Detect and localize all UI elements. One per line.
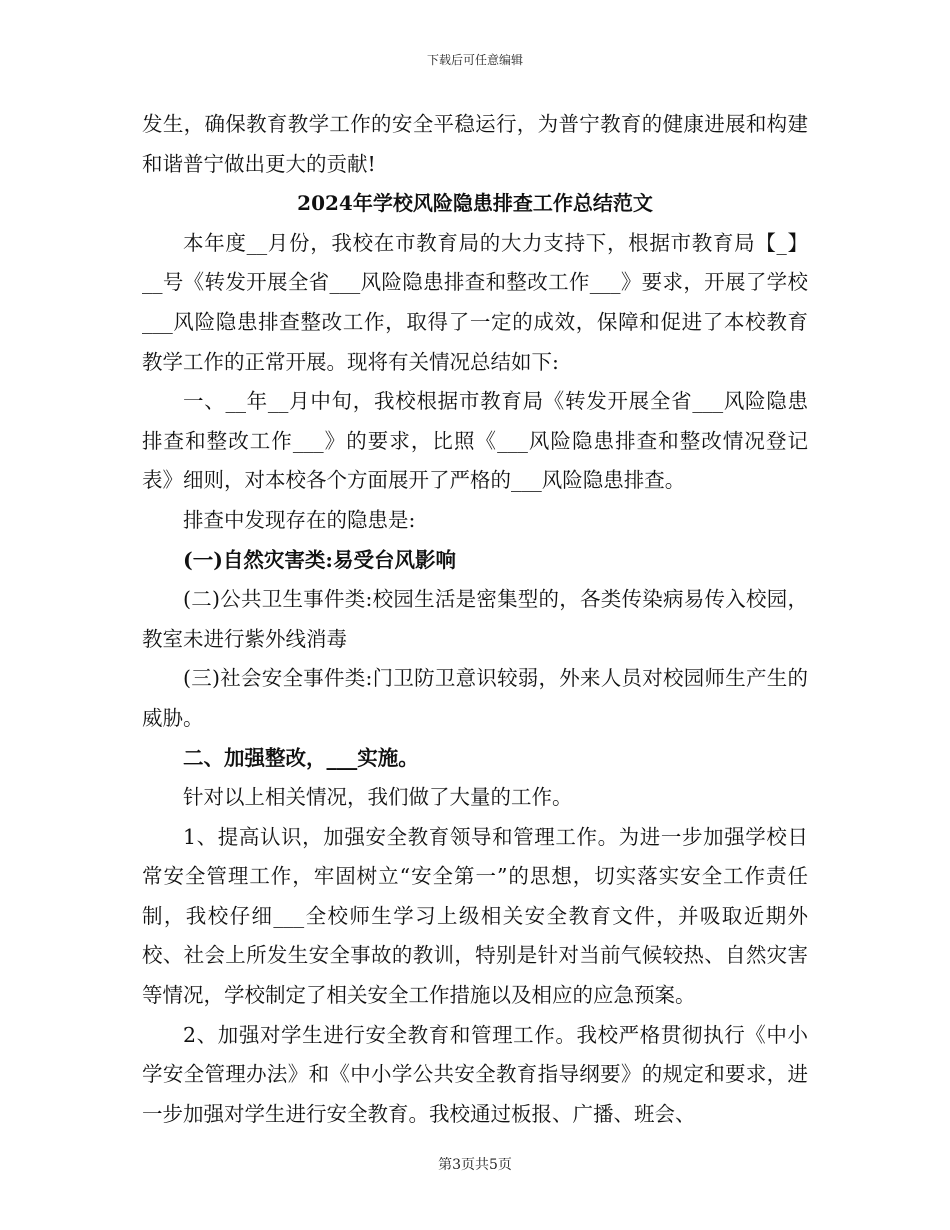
document-body bbox=[142, 105, 808, 1134]
paragraph-10: 2、加强对学生进行安全教育和管理工作。我校严格贯彻执行《中小学安全管理办法》和《中小学公共安全教育指导纲要》的规定和要求，进一步加强对学生进行安全教育。我校通过板报、广播、班会、 bbox=[142, 1022, 808, 1126]
paragraph-8: 针对以上相关情况，我们做了大量的工作。 bbox=[183, 785, 573, 810]
paragraph-5: (二)公共卫生事件类:校园生活是密集型的，各类传染病易传入校园，教室未进行紫外线消毒 bbox=[142, 587, 808, 651]
page-footer: 第3页共5页 bbox=[438, 1157, 512, 1173]
paragraph-1: 本年度__月份，我校在市教育局的大力支持下，根据市教育局【_】__号《转发开展全省___风险隐患排查和整改工作___》要求，开展了学校___风险隐患排查整改工作，取得了一定的成效，保障和促进了本校教育教学工作的正常开展。现将有关情况总结如下: bbox=[142, 230, 808, 374]
paragraph-6: (三)社会安全事件类:门卫防卫意识较弱，外来人员对校园师生产生的威胁。 bbox=[142, 666, 808, 730]
paragraph-2: 一、__年__月中旬，我校根据市教育局《转发开展全省___风险隐患排查和整改工作___》的要求，比照《___风险隐患排查和整改情况登记表》细则，对本校各个方面展开了严格的___风险隐患排查。 bbox=[142, 389, 808, 493]
paragraph-3: 排查中发现存在的隐患是: bbox=[183, 507, 416, 532]
paragraph-9: 1、提高认识，加强安全教育领导和管理工作。为进一步加强学校日常安全管理工作，牢固树立“安全第一”的思想，切实落实安全工作责任制，我校仔细___全校师生学习上级相关安全教育文件，并吸取近期外校、社会上所发生安全事故的教训，特别是针对当前气候较热、自然灾害等情况，学校制定了相关安全工作措施以及相应的应急预案。 bbox=[142, 824, 808, 1008]
page-header: 下载后可任意编辑 bbox=[426, 53, 523, 67]
document-title: 2024年学校风险隐患排查工作总结范文 bbox=[297, 191, 653, 216]
paragraph-intro: 发生，确保教育教学工作的安全平稳运行，为普宁教育的健康进展和构建和谐普宁做出更大的贡献! bbox=[142, 112, 808, 176]
section-heading-2: 二、加强整改，___实施。 bbox=[183, 745, 419, 770]
paragraph-4: (一)自然灾害类:易受台风影响 bbox=[183, 547, 456, 572]
